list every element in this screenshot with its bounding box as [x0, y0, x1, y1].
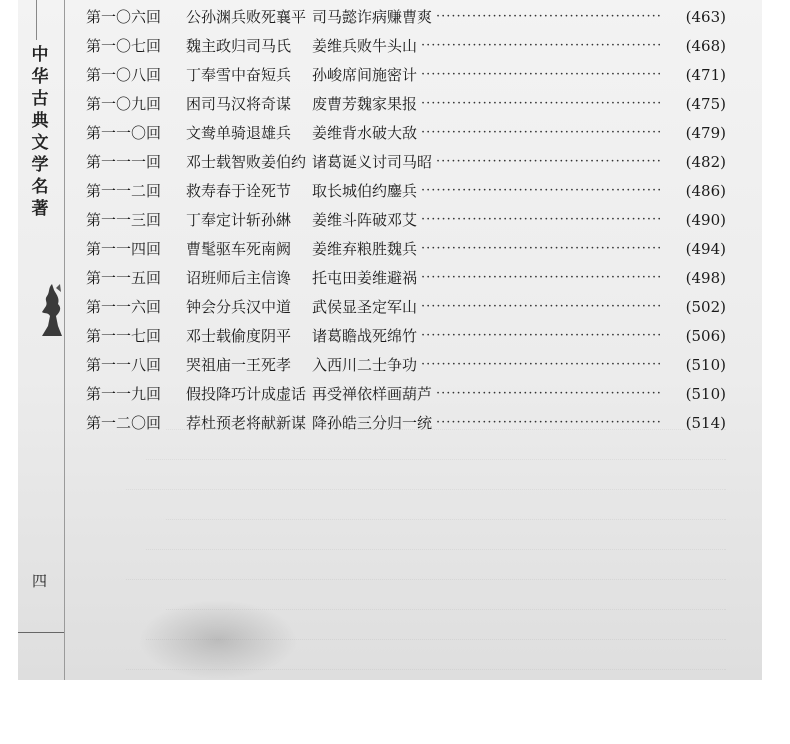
chapter-title-second: 诸葛诞义讨司马昭	[312, 153, 433, 171]
book-page	[18, 0, 762, 680]
page-ref: (463)	[685, 7, 726, 26]
leader-dots	[421, 183, 660, 198]
toc-row	[86, 205, 726, 234]
page-ref: (475)	[685, 94, 726, 113]
toc-row	[86, 89, 726, 118]
finger-shadow	[138, 600, 298, 680]
series-title-char: 典	[31, 111, 49, 131]
chapter-title-second: 废曹芳魏家果报	[312, 95, 418, 113]
chapter-title-first: 丁奉定计斩孙綝	[186, 211, 292, 229]
leader-dots	[436, 9, 660, 24]
margin-rule-top	[36, 0, 37, 40]
chapter-number: 第一一五回	[86, 269, 162, 287]
leader-dots	[421, 357, 660, 372]
series-title-char: 古	[31, 89, 49, 109]
margin-rule-bottom	[18, 632, 64, 633]
chapter-number: 第一一〇回	[86, 124, 162, 142]
chapter-number: 第一一三回	[86, 211, 162, 229]
page-number: 四	[32, 572, 48, 590]
series-title-char: 著	[31, 199, 49, 219]
toc-row	[86, 176, 726, 205]
chapter-title-first: 假投降巧计成虚话	[186, 385, 307, 403]
chapter-title-second: 诸葛瞻战死绵竹	[312, 327, 418, 345]
leader-dots	[421, 270, 660, 285]
chapter-number: 第一〇九回	[86, 95, 162, 113]
page-ref: (498)	[685, 268, 726, 287]
chapter-title-second: 入西川二士争功	[312, 356, 418, 374]
chapter-title-first: 邓士载智败姜伯约	[186, 153, 307, 171]
chapter-title-second: 再受禅依样画葫芦	[312, 385, 433, 403]
chapter-title-second: 姜维弃粮胜魏兵	[312, 240, 418, 258]
leader-dots	[436, 386, 660, 401]
chapter-title-second: 托屯田姜维避祸	[312, 269, 418, 287]
chapter-number: 第一〇七回	[86, 37, 162, 55]
chapter-number: 第一〇八回	[86, 66, 162, 84]
table-of-contents	[86, 2, 726, 437]
chapter-title-first: 诏班师后主信谗	[186, 269, 292, 287]
chapter-title-second: 姜维兵败牛头山	[312, 37, 418, 55]
chapter-title-first: 钟会分兵汉中道	[186, 298, 292, 316]
chapter-number: 第一一九回	[86, 385, 162, 403]
chapter-title-first: 荐杜预老将献新谋	[186, 414, 307, 432]
chapter-title-first: 丁奉雪中奋短兵	[186, 66, 292, 84]
leader-dots	[421, 125, 660, 140]
toc-row	[86, 60, 726, 89]
chapter-number: 第一一八回	[86, 356, 162, 374]
toc-row	[86, 234, 726, 263]
leader-dots	[421, 38, 660, 53]
chapter-number: 第一二〇回	[86, 414, 162, 432]
chapter-title-second: 孙峻席间施密计	[312, 66, 418, 84]
page-ref: (506)	[685, 326, 726, 345]
series-title-vertical	[28, 44, 52, 220]
chapter-title-first: 曹髦驱车死南阙	[186, 240, 292, 258]
leader-dots	[421, 241, 660, 256]
series-title-char: 名	[31, 177, 49, 197]
scholar-figure-icon	[38, 282, 66, 338]
page-margin-sidebar	[18, 0, 65, 680]
chapter-title-first: 困司马汉将奇谋	[186, 95, 292, 113]
chapter-title-first: 邓士载偷度阴平	[186, 327, 292, 345]
chapter-title-first: 救寿春于诠死节	[186, 182, 292, 200]
page-ref: (479)	[685, 123, 726, 142]
chapter-number: 第一一六回	[86, 298, 162, 316]
page-ref: (468)	[685, 36, 726, 55]
chapter-title-first: 魏主政归司马氏	[186, 37, 292, 55]
chapter-title-second: 降孙皓三分归一统	[312, 414, 433, 432]
toc-row	[86, 147, 726, 176]
chapter-title-second: 司马懿诈病赚曹爽	[312, 8, 433, 26]
bleed-through-line	[166, 490, 726, 520]
bleed-through-line	[126, 460, 726, 490]
chapter-number: 第一一七回	[86, 327, 162, 345]
series-title-char: 中	[31, 45, 49, 65]
bleed-through-line	[146, 520, 726, 550]
leader-dots	[421, 212, 660, 227]
bleed-through-line	[126, 550, 726, 580]
chapter-number: 第一一二回	[86, 182, 162, 200]
page-ref: (510)	[685, 384, 726, 403]
leader-dots	[421, 328, 660, 343]
series-title-char: 文	[31, 133, 49, 153]
leader-dots	[436, 154, 660, 169]
bleed-through-line	[146, 430, 726, 460]
series-title-char: 华	[31, 67, 49, 87]
page-ref: (482)	[685, 152, 726, 171]
leader-dots	[421, 67, 660, 82]
page-ref: (490)	[685, 210, 726, 229]
chapter-title-second: 姜维背水破大敌	[312, 124, 418, 142]
toc-row	[86, 2, 726, 31]
toc-row	[86, 350, 726, 379]
chapter-title-second: 取长城伯约鏖兵	[312, 182, 418, 200]
page-ref: (502)	[685, 297, 726, 316]
chapter-title-first: 文鸯单骑退雄兵	[186, 124, 292, 142]
page-ref: (486)	[685, 181, 726, 200]
page-ref: (471)	[685, 65, 726, 84]
page-ref: (514)	[685, 413, 726, 432]
toc-row	[86, 292, 726, 321]
chapter-number: 第一一四回	[86, 240, 162, 258]
leader-dots	[421, 96, 660, 111]
toc-row	[86, 31, 726, 60]
chapter-number: 第一一一回	[86, 153, 162, 171]
leader-dots	[421, 299, 660, 314]
chapter-title-first: 哭祖庙一王死孝	[186, 356, 292, 374]
chapter-title-second: 武侯显圣定军山	[312, 298, 418, 316]
chapter-title-second: 姜维斗阵破邓艾	[312, 211, 418, 229]
toc-row	[86, 321, 726, 350]
toc-row	[86, 263, 726, 292]
bleed-through-line	[166, 400, 726, 430]
series-title-char: 学	[31, 155, 49, 175]
chapter-title-first: 公孙渊兵败死襄平	[186, 8, 307, 26]
chapter-number: 第一〇六回	[86, 8, 162, 26]
toc-row	[86, 118, 726, 147]
page-ref: (510)	[685, 355, 726, 374]
page-ref: (494)	[685, 239, 726, 258]
